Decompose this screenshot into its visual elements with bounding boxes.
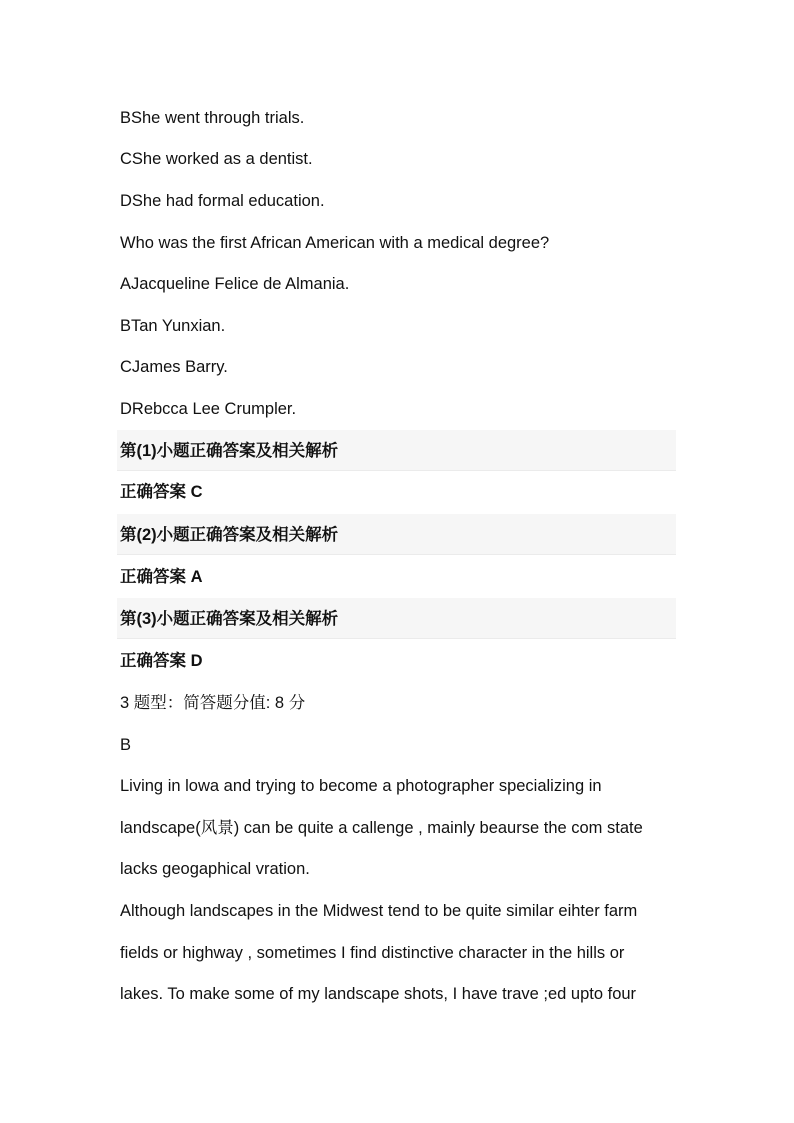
passage-line: lakes. To make some of my landscape shots, I have trave ;ed upto four: [120, 985, 637, 1003]
option-c: CJames Barry.: [120, 358, 228, 376]
option-a: AJacqueline Felice de Almania.: [120, 275, 350, 293]
passage-line: lacks geogaphical vration.: [120, 860, 310, 878]
correct-answer: 正确答案 D: [120, 652, 203, 670]
passage-line: Although landscapes in the Midwest tend to be quite similar eihter farm: [120, 902, 638, 920]
passage-line: Living in lowa and trying to become a photographer specializing in: [120, 777, 602, 795]
passage-line: fields or highway , sometimes I find distinctive character in the hills or: [120, 944, 625, 962]
question-meta: 3 题型：简答题分值: 8 分: [120, 694, 306, 712]
option-d: DRebcca Lee Crumpler.: [120, 400, 297, 418]
option-d: DShe had formal education.: [120, 192, 325, 210]
option-b: BTan Yunxian.: [120, 317, 226, 335]
answer-heading: 第(3)小题正确答案及相关解析: [120, 610, 339, 628]
answer-heading: 第(1)小题正确答案及相关解析: [120, 442, 339, 460]
option-c: CShe worked as a dentist.: [120, 150, 313, 168]
section-label: B: [120, 736, 132, 754]
correct-answer: 正确答案 C: [120, 483, 203, 501]
answer-heading: 第(2)小题正确答案及相关解析: [120, 526, 339, 544]
question-text: Who was the first African American with a medical degree?: [120, 234, 550, 252]
passage-line: landscape(风景) can be quite a callenge , mainly beaurse the com state: [120, 819, 643, 837]
option-b: BShe went through trials.: [120, 109, 305, 127]
correct-answer: 正确答案 A: [120, 568, 203, 586]
